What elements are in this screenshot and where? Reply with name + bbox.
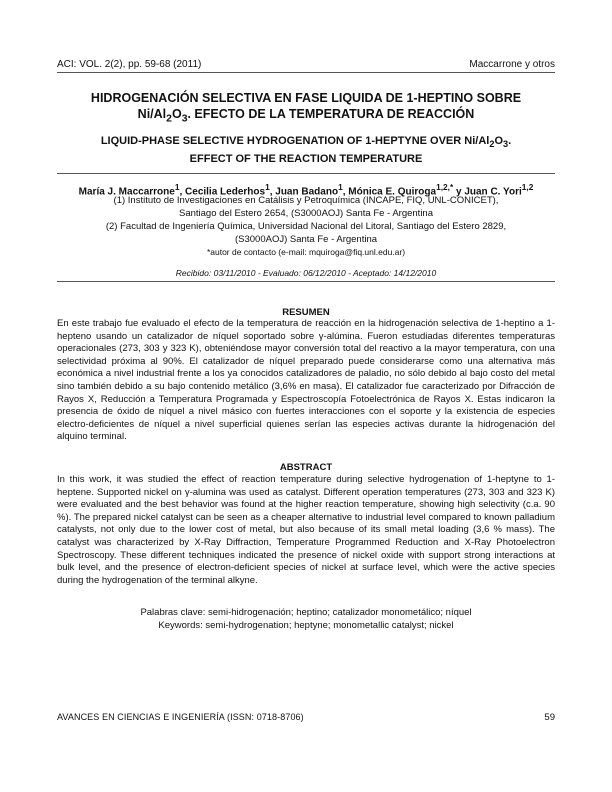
author-affiliation-mark: 1,2: [521, 182, 534, 192]
affiliation-line: (S3000AOJ) Santa Fe - Argentina: [234, 234, 378, 245]
dates-divider: [57, 281, 555, 282]
header-divider: [57, 72, 555, 73]
author-separator: ,: [342, 186, 349, 198]
keywords-english: Keywords: semi-hydrogenation; heptyne; monometallic catalyst; nickel: [158, 620, 454, 631]
affiliation-line: Santiago del Estero 2654, (S3000AOJ) Santa Fe - Argentina: [178, 208, 434, 219]
keywords-spanish: Palabras clave: semi-hidrogenación; heptino; catalizador monometálico; níquel: [140, 607, 472, 618]
title-text: . EFECTO DE LA TEMPERATURA DE REACCIÓN: [187, 107, 475, 121]
author-affiliation-mark: 1: [338, 182, 343, 192]
resumen-heading: RESUMEN: [282, 307, 330, 318]
abstract-heading: ABSTRACT: [279, 462, 333, 473]
footer-journal: AVANCES EN CIENCIAS E INGENIERÍA (ISSN: 0718-8706): [57, 712, 304, 722]
author-name: Mónica E. Quiroga: [348, 186, 437, 198]
title-spanish: [57, 90, 555, 128]
running-header-authors: Maccarrone y otros: [469, 59, 555, 70]
author-separator: ,: [269, 186, 276, 198]
subscript: 2: [166, 113, 172, 125]
author-affiliation-mark: 1,2,*: [436, 182, 454, 192]
corresponding-author-contact: *autor de contacto (e-mail: mquiroga@fiq.unl.edu.ar): [206, 247, 406, 257]
author-separator: y: [453, 186, 465, 198]
subscript: 2: [489, 139, 495, 150]
abstract-text: In this work, it was studied the effect of reaction temperature during selective hydrogenation of 1-heptyne to 1-heptene. Supported nickel on γ-alumina was used as catalyst. Different operation temperatures (273, 303 and 323 K) were evaluated and the best behavior was found at the higher reaction temperature, showing high selectivity (c.a. 90 %). The prepared nickel catalyst can be seen as a cheaper alternative to industrial level compared to known palladium catalysts, not only due to the lower cost of metal, but also because of its small metal loading (3,6 % mass). The catalyst was characterized by X-Ray Diffraction, Temperature Programmed Reduction and X-Ray Photoelectron Spectroscopy. These different techniques indicated the presence of nickel oxide with support strong interactions at bulk level, and the presence of electron-deficient species of nickel at surface level, which were the active species during the hydrogenation of the terminal alkyne.: [57, 474, 555, 586]
running-header-journal-ref: ACI: VOL. 2(2), pp. 59-68 (2011): [57, 59, 202, 70]
author-separator: ,: [179, 186, 186, 198]
author-affiliation-mark: 1: [265, 182, 270, 192]
submission-dates: Recibido: 03/11/2010 - Evaluado: 06/12/2010 - Aceptado: 14/12/2010: [175, 268, 437, 278]
author-name: Juan C. Yori: [464, 186, 522, 198]
affiliation-line: (1) Instituto de Investigaciones en Catálisis y Petroquímica (INCAPE, FIQ, UNL-CONICET),: [113, 195, 499, 206]
title-divider: [57, 173, 555, 174]
subscript: 3: [503, 139, 509, 150]
title-spanish-line2: [57, 106, 555, 128]
page-number: 59: [544, 712, 555, 723]
title-text: Ni/Al: [137, 107, 167, 121]
subscript: 3: [181, 113, 188, 125]
author-affiliation-mark: 1: [174, 182, 180, 192]
title-english-line2: EFFECT OF THE REACTION TEMPERATURE: [189, 153, 423, 166]
title-spanish-line1: HIDROGENACIÓN SELECTIVA EN FASE LIQUIDA DE 1-HEPTINO SOBRE: [90, 91, 522, 105]
affiliations: [57, 194, 555, 259]
author-name: Juan Badano: [275, 186, 339, 198]
title-text: LIQUID-PHASE SELECTIVE HYDROGENATION OF 1-HEPTYNE OVER Ni/Al: [100, 135, 490, 147]
author-name: Cecilia Lederhos: [185, 186, 266, 198]
title-text: O: [494, 135, 503, 147]
affiliation-line: (2) Facultad de Ingeniería Química, Universidad Nacional del Litoral, Santiago del Estero 2829,: [105, 221, 507, 232]
title-english: [57, 134, 555, 167]
resumen-text: En este trabajo fue evaluado el efecto de la temperatura de reacción en la hidrogenación selectiva de 1-heptino a 1-hepteno usando un catalizador de níquel soportado sobre γ-alúmina. Fueron estudiadas diferentes temperaturas operacionales (273, 303 y 323 K), obteniéndose mayor conversión total del reactivo a la mayor temperatura, con una selectividad próxima al 90%. El catalizador de níquel preparado puede considerarse como una alternativa más económica a nivel industrial frente a los ya conocidos catalizadores de paladio, no sólo debido al bajo costo del metal sino también debido a su bajo contenido metálico (3,6% en masa). El catalizador fue caracterizado por Difracción de Rayos X, Reducción a Temperatura Programada y Espectroscopía Fotoelectrónica de Rayos X. Estas indicaron la presencia de óxido de níquel a nivel másico con fuertes interacciones con el soporte y la existencia de especies electro-deficientes de níquel a nivel superficial quienes serían las especies activas durante la hidrogenación del alquino terminal.: [57, 318, 555, 443]
author-name: María J. Maccarrone: [78, 186, 175, 198]
title-text: .: [508, 135, 512, 147]
title-english-line1: [57, 134, 555, 152]
title-text: O: [171, 107, 182, 121]
